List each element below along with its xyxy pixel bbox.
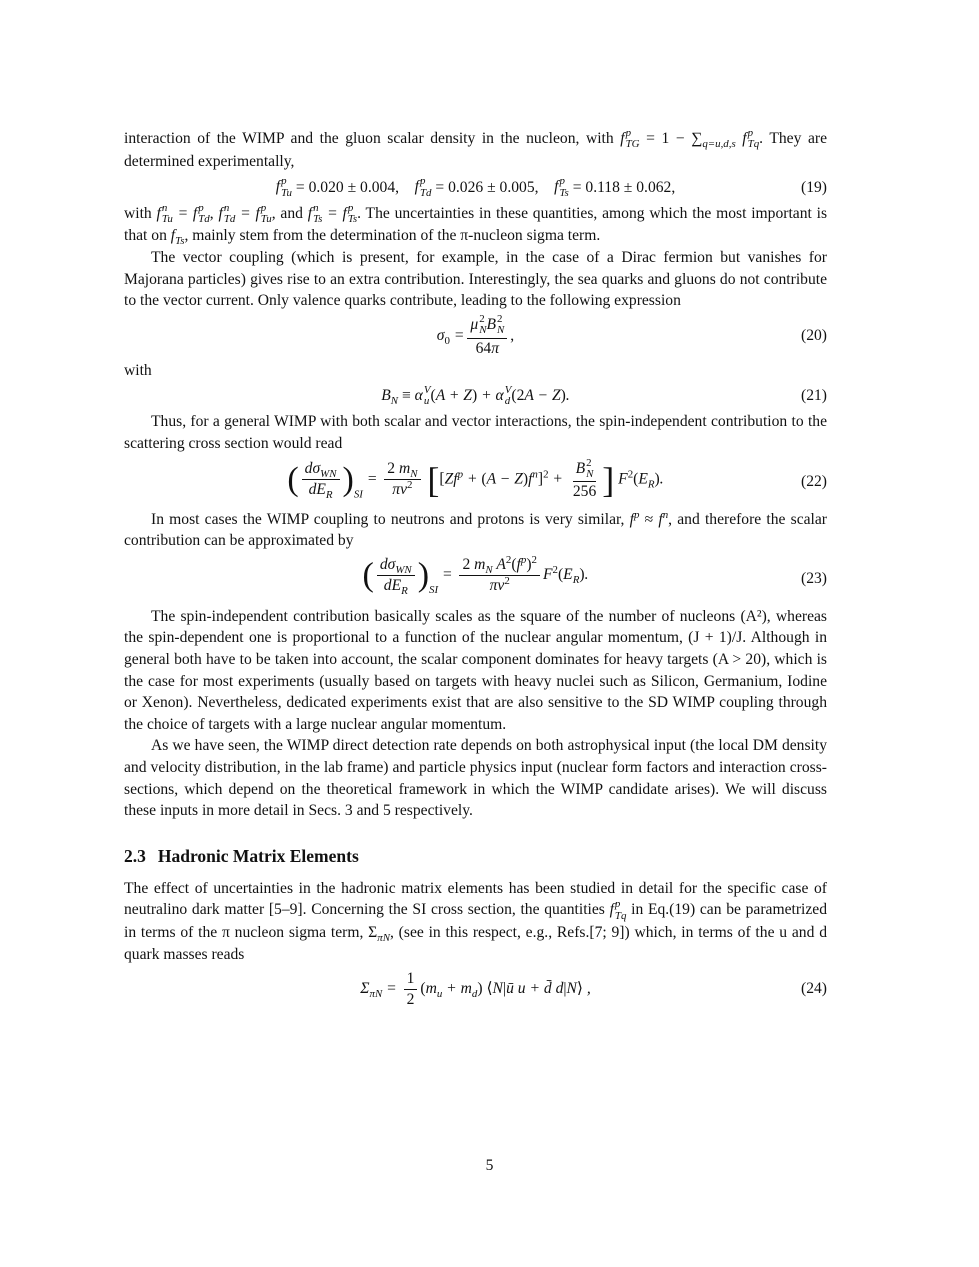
equation-21: $B_N \equiv \alpha$ V u (A + Z) + α V d (2A − Z). (21) xyxy=(381,383,827,408)
paragraph-6: In most cases the WIMP coupling to neutrons and protons is very similar, $f^p \approx f^n$, and therefore the scalar contribution can be approximated by xyxy=(124,508,827,550)
paragraph-7: The spin-independent contribution basically scales as the square of the number of nucleons (A²), whereas the spin-dependent one is proportional to a function of the nuclear angular momentum, (J + 1)/J. Although in general both have to be taken into account, the scalar component dominates for heavy targets (A > 20), which is the case for most experiments (usually based on targets with heavy nuclei such as Silicon, Germanium, Iodine or Xenon). Nevertheless, dedicated experiments exist that are also sensitive to the SD WIMP coupling through the choice of targets with a large nuclear angular momentum. xyxy=(124,607,827,733)
equation-19: f p Tu = 0.020 ± 0.004, f p Td = 0.026 ± 0.005, f p Ts = 0.118 ± 0.062, (19) xyxy=(275,175,827,199)
equation-number: (20) xyxy=(801,326,827,344)
equation-number: (24) xyxy=(801,980,827,998)
paragraph-2: with f n Tu = f p Td , f n Td = f p Tu , and f n Ts = f p Ts . The uncertainties in these quantities, among which the most important is that on $f_{Ts}$, mainly stem from the determination of the π-nucleon sigma term. xyxy=(124,201,828,248)
paragraph-1: interaction of the WIMP and the gluon scalar density in the nucleon, with f p TG = $1 - \sum_{q=u,d,s}$ f p Tq . They are determined experimentally, xyxy=(124,127,827,170)
equation-number: (19) xyxy=(801,178,827,196)
section-title: Hadronic Matrix Elements xyxy=(157,845,359,866)
equation-number: (22) xyxy=(801,472,827,490)
equation-number: (23) xyxy=(801,569,827,587)
equation-22: ( $\frac{d\sigma_{WN}}{dE_R}$ )$_{SI}$ = $\frac{2 m_N}{\pi v^2}$ [$[Zf^p + (A - Z)f^n]^2$ + B 2 N 256 ] $F^2(E_R)$. (22) xyxy=(287,456,827,502)
paragraph-4: with xyxy=(124,361,152,379)
equation-24: $\Sigma_{\pi N}$ = $\frac{1}{2}$ $(m_u + m_d)$ ⟨N|ū u + d̄ d|N⟩ , (24) xyxy=(360,969,827,1008)
equation-number: (21) xyxy=(801,387,827,405)
equation-20: $\sigma_0$ = μ 2 N B 2 N 64π , (20) xyxy=(436,312,827,357)
paragraph-5: Thus, for a general WIMP with both scalar and vector interactions, the spin-independent contribution to the scattering cross section would read xyxy=(124,413,827,452)
section-number: 2.3 xyxy=(124,845,146,866)
paragraph-9: The effect of uncertainties in the hadronic matrix elements has been studied in detail for the specific case of neutralino dark matter [5–9]. Concerning the SI cross section, the quantities f p Tq in Eq.(19) can be parametrized in terms of the π nucleon sigma term, $\Sigma_{\pi N}$, (see in this respect, e.g., Refs.[7; 9]) which, in terms of the u and d quark masses reads xyxy=(124,879,827,963)
paragraph-3: The vector coupling (which is present, for example, in the case of a Dirac fermion but vanishes for Majorana particles) gives rise to an extra contribution. Interestingly, the sea quarks and gluons do not contribute to the vector current. Only valence quarks contribute, leading to the following expression xyxy=(124,249,827,310)
page-body xyxy=(124,128,827,1013)
equation-23: ( $\frac{d\sigma_{WN}}{dE_R}$ )$_{SI}$ = $\frac{2 m_N A^2(f^p)^2}{\pi v^2}$ $F^2(E_R)$. (23) xyxy=(362,553,827,598)
paragraph-8: As we have seen, the WIMP direct detection rate depends on both astrophysical input (the local DM density and velocity distribution, in the lab frame) and particle physics input (nuclear form factors and interaction cross-sections, which depend on the theoretical framework in which the WIMP candidate arises). We will discuss these inputs in more detail in Secs. 3 and 5 respectively. xyxy=(124,737,827,820)
section-heading xyxy=(124,844,827,868)
page-number: 5 xyxy=(485,1157,494,1174)
